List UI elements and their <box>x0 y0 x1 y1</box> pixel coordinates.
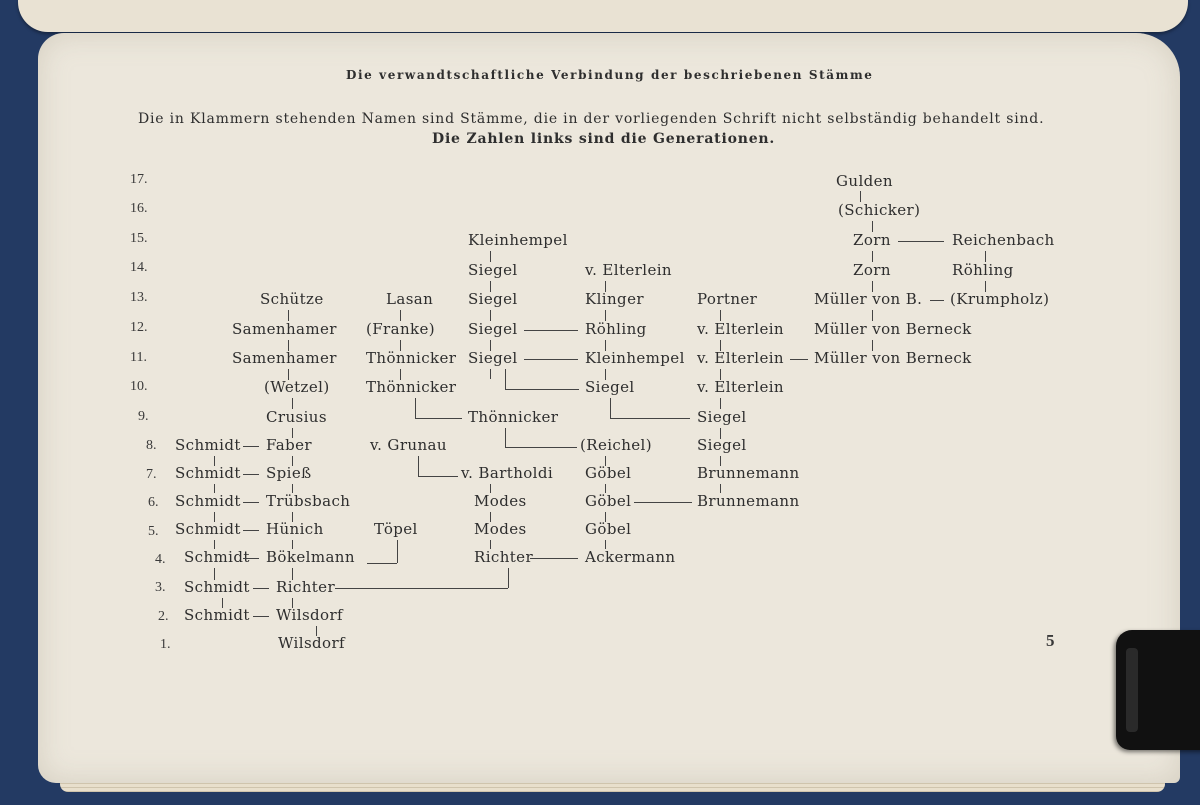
name-elterlein-11: v. Elterlein <box>697 349 784 367</box>
name-truebsbach: Trübsbach <box>266 492 351 510</box>
name-zorn-14: Zorn <box>853 261 891 279</box>
page-title: Die verwandtschaftliche Verbindung der beschriebenen Stämme <box>346 68 874 82</box>
line-richter-ackermann <box>530 558 578 559</box>
name-modes-5: Modes <box>474 520 527 538</box>
name-krumpholz: (Krumpholz) <box>950 290 1050 308</box>
line-richter-4-to-richter-3 <box>335 588 508 589</box>
name-bartholdi: v. Bartholdi <box>461 464 554 482</box>
name-modes-6: Modes <box>474 492 527 510</box>
name-richter-3: Richter <box>276 578 336 596</box>
name-kleinhempel-11: Kleinhempel <box>585 349 685 367</box>
generation-number: 4. <box>155 552 166 567</box>
line-zorn-reichenbach <box>898 241 944 242</box>
line-schmidt-truebsbach <box>243 502 259 503</box>
name-siegel-8: Siegel <box>697 436 747 454</box>
generation-number: 2. <box>158 609 169 624</box>
previous-page-edge <box>18 0 1188 32</box>
line-richter-4-down <box>508 568 509 588</box>
generation-number: 10. <box>130 379 148 394</box>
name-grunau: v. Grunau <box>370 436 447 454</box>
generation-number: 11. <box>130 350 147 365</box>
line-bracket-siegel-10 <box>505 389 579 390</box>
name-schmidt-8: Schmidt <box>175 436 241 454</box>
generation-number: 8. <box>146 438 157 453</box>
generation-number: 6. <box>148 495 159 510</box>
name-siegel-11: Siegel <box>468 349 518 367</box>
line-schmidt-richter <box>253 588 269 589</box>
line-siegel-bracket <box>505 369 506 389</box>
intro-line-2: Die Zahlen links sind die Generationen. <box>432 131 776 147</box>
line-goebel-brunnemann <box>634 502 692 503</box>
name-siegel-14: Siegel <box>468 261 518 279</box>
name-schmidt-3: Schmidt <box>184 578 250 596</box>
generation-number: 16. <box>130 201 148 216</box>
name-lasan: Lasan <box>386 290 434 308</box>
name-toepel: Töpel <box>374 520 418 538</box>
name-thoennicker-11: Thönnicker <box>366 349 457 367</box>
name-wilsdorf-2: Wilsdorf <box>276 606 344 624</box>
name-crusius: Crusius <box>266 408 327 426</box>
line-bracket-siegel-9 <box>610 418 690 419</box>
line-thoennicker-10-bracket <box>415 398 416 418</box>
name-schmidt-6: Schmidt <box>175 492 241 510</box>
name-goebel-5: Göbel <box>585 520 632 538</box>
name-elterlein-14: v. Elterlein <box>585 261 672 279</box>
line-thoennicker-bracket <box>505 428 506 447</box>
name-spiess: Spieß <box>266 464 312 482</box>
name-siegel-9: Siegel <box>697 408 747 426</box>
generation-number: 14. <box>130 260 148 275</box>
name-portner: Portner <box>697 290 758 308</box>
generation-number: 17. <box>130 172 148 187</box>
name-schmidt-2: Schmidt <box>184 606 250 624</box>
line-schmidt-boekelmann <box>243 558 259 559</box>
name-brunnemann-6: Brunnemann <box>697 492 800 510</box>
name-wilsdorf-1: Wilsdorf <box>278 634 346 652</box>
name-huenich: Hünich <box>266 520 324 538</box>
book-clip-highlight <box>1126 648 1138 732</box>
generation-number: 3. <box>155 580 166 595</box>
name-reichel: (Reichel) <box>580 436 653 454</box>
generation-number: 12. <box>130 320 148 335</box>
name-faber: Faber <box>266 436 312 454</box>
name-siegel-12: Siegel <box>468 320 518 338</box>
name-goebel-7: Göbel <box>585 464 632 482</box>
name-reichenbach: Reichenbach <box>952 231 1055 249</box>
name-richter-4: Richter <box>474 548 534 566</box>
name-mueller-von-berneck-11: Müller von Berneck <box>814 349 972 367</box>
line-schmidt-faber <box>243 446 259 447</box>
generation-number: 1. <box>160 637 171 652</box>
name-klinger: Klinger <box>585 290 644 308</box>
line-toepel-down <box>397 540 398 563</box>
generation-number: 7. <box>146 467 157 482</box>
generation-number: 9. <box>138 409 149 424</box>
line-mueller-krumpholz <box>930 300 944 301</box>
line-schmidt-wilsdorf <box>253 616 269 617</box>
name-mueller-von-berneck-12: Müller von Berneck <box>814 320 972 338</box>
line-schmidt-huenich <box>243 530 259 531</box>
page-number: 5 <box>1046 631 1055 650</box>
line-bracket-bartholdi <box>418 476 458 477</box>
name-boekelmann: Bökelmann <box>266 548 355 566</box>
name-roehling-12: Röhling <box>585 320 647 338</box>
line-schmidt-spiess <box>243 474 259 475</box>
name-brunnemann-7: Brunnemann <box>697 464 800 482</box>
generation-number: 15. <box>130 231 148 246</box>
line-bracket-reichel <box>505 447 577 448</box>
name-schmidt-7: Schmidt <box>175 464 241 482</box>
line-siegel-10-bracket <box>610 398 611 418</box>
name-schmidt-5: Schmidt <box>175 520 241 538</box>
generation-number: 5. <box>148 524 159 539</box>
line-grunau-bracket <box>418 456 419 476</box>
name-thoennicker-10: Thönnicker <box>366 378 457 396</box>
line-bracket-thoennicker-9 <box>415 418 462 419</box>
intro-line-1: Die in Klammern stehenden Namen sind Stämme, die in der vorliegenden Schrift nicht selbständig behandelt sind. <box>138 111 1045 127</box>
line-siegel-kleinhempel <box>524 359 578 360</box>
name-elterlein-12: v. Elterlein <box>697 320 784 338</box>
name-goebel-6: Göbel <box>585 492 632 510</box>
name-franke: (Franke) <box>366 320 436 338</box>
name-ackermann: Ackermann <box>585 548 676 566</box>
name-roehling-14: Röhling <box>952 261 1014 279</box>
name-schicker: (Schicker) <box>838 201 921 219</box>
name-thoennicker-9: Thönnicker <box>468 408 559 426</box>
name-siegel-10: Siegel <box>585 378 635 396</box>
line-siegel-roehling <box>524 330 578 331</box>
line-siegel-11-down <box>490 369 491 379</box>
name-kleinhempel-15: Kleinhempel <box>468 231 568 249</box>
generation-number: 13. <box>130 290 148 305</box>
name-mueller-von-b: Müller von B. <box>814 290 923 308</box>
name-zorn-15: Zorn <box>853 231 891 249</box>
line-elterlein-mueller <box>790 359 808 360</box>
line-toepel-boekelmann <box>367 563 397 564</box>
name-samenhamer-11: Samenhamer <box>232 349 337 367</box>
name-siegel-13: Siegel <box>468 290 518 308</box>
name-wetzel: (Wetzel) <box>264 378 330 396</box>
name-schmidt-4: Schmidt <box>184 548 250 566</box>
name-gulden: Gulden <box>836 172 893 190</box>
name-samenhamer-12: Samenhamer <box>232 320 337 338</box>
name-schuetze: Schütze <box>260 290 324 308</box>
name-elterlein-10: v. Elterlein <box>697 378 784 396</box>
